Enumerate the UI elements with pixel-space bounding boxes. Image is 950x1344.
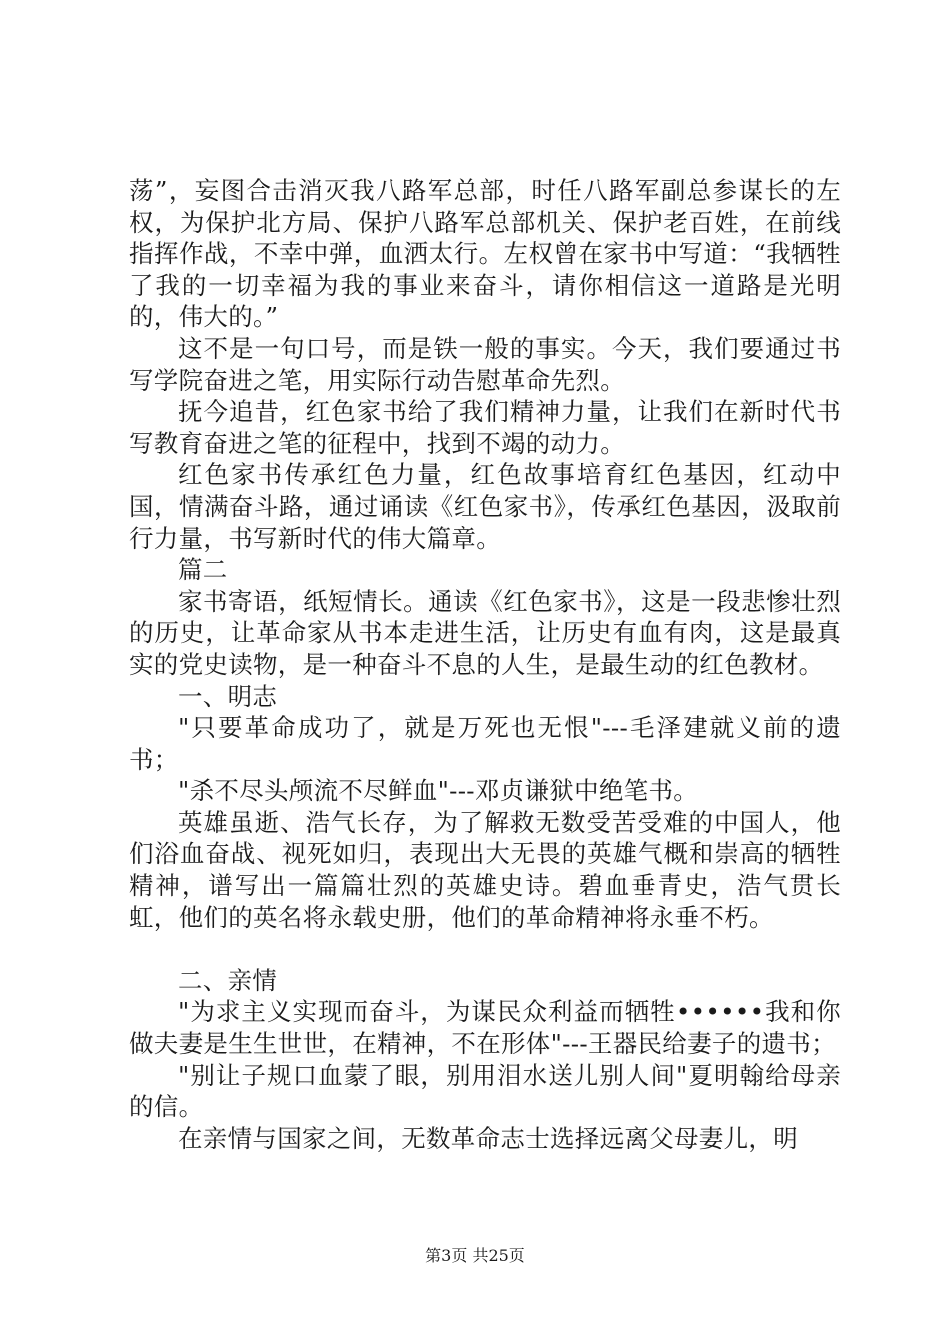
paragraph-6: 英雄虽逝、浩气长存，为了解救无数受苦受难的中国人，他们浴血奋战、视死如归，表现出大无畏的英雄气概和崇高的牺牲精神，谱写出一篇篇壮烈的英雄史诗。碧血垂青史，浩气贯长虹，他们的英名将永载史册，他们的革命精神将永垂不朽。 xyxy=(129,807,841,932)
paragraph-4: 红色家书传承红色力量，红色故事培育红色基因，红动中国，情满奋斗路，通过诵读《红色家书》，传承红色基因，汲取前行力量，书写新时代的伟大篇章。 xyxy=(129,460,841,553)
paragraph-1: 荡”，妄图合击消灭我八路军总部，时任八路军副总参谋长的左权，为保护北方局、保护八路军总部机关、保护老百姓，在前线指挥作战，不幸中弹，血洒太行。左权曾在家书中写道：“我牺牲了我的一切幸福为我的事业来奋斗，请你相信这一道路是光明的，伟大的。” xyxy=(129,176,841,332)
paragraph-7: 在亲情与国家之间，无数革命志士选择远离父母妻儿，明 xyxy=(178,1123,798,1153)
quote-wang-qimin: "为求主义实现而奋斗，为谋民众利益而牺牲••••••我和你做夫妻是生生世世，在精神，不在形体"---王器民给妻子的遗书； xyxy=(129,997,841,1059)
quote-xia-minghan: "别让子规口血蒙了眼，别用泪水送儿别人间"夏明翰给母亲的信。 xyxy=(129,1060,841,1122)
paragraph-2: 这不是一句口号，而是铁一般的事实。今天，我们要通过书写学院奋进之笔，用实际行动告慰革命先烈。 xyxy=(129,333,841,395)
paragraph-3: 抚今追昔，红色家书给了我们精神力量，让我们在新时代书写教育奋进之笔的征程中，找到不竭的动力。 xyxy=(129,397,841,458)
page-number-footer: 第3页 共25页 xyxy=(425,1246,525,1265)
subheading-mingzhi: 一、明志 xyxy=(178,681,278,711)
subheading-qinqing: 二、亲情 xyxy=(178,965,278,995)
section-heading-part-two: 篇二 xyxy=(178,555,228,585)
paragraph-5: 家书寄语，纸短情长。通读《红色家书》，这是一段悲惨壮烈的历史，让革命家从书本走进生活，让历史有血有肉，这是最真实的党史读物，是一种奋斗不息的人生，是最生动的红色教材。 xyxy=(129,586,841,679)
blank-line xyxy=(129,933,841,965)
document-body xyxy=(129,175,841,1154)
quote-mao-zejian: "只要革命成功了，就是万死也无恨"---毛泽建就义前的遗书； xyxy=(129,713,841,774)
quote-deng-zhenqian: "杀不尽头颅流不尽鲜血"---邓贞谦狱中绝笔书。 xyxy=(178,776,699,806)
